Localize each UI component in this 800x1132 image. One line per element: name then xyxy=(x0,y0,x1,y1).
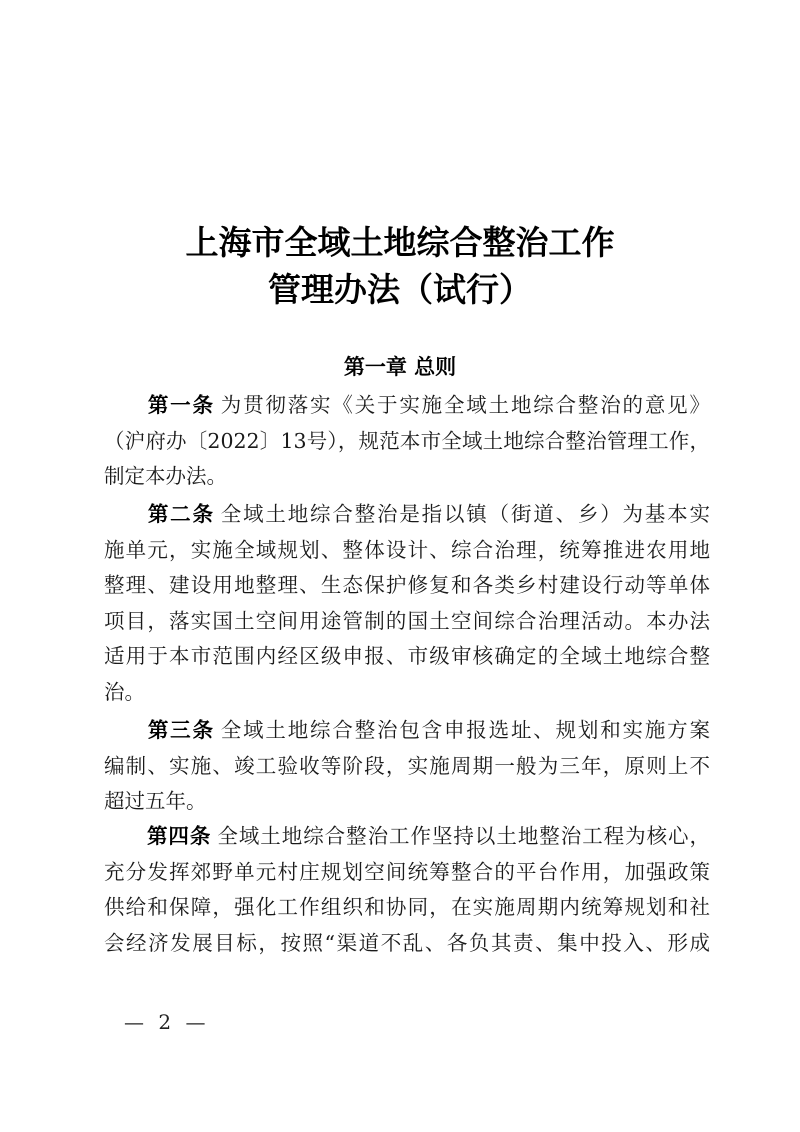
article-label: 第四条 xyxy=(146,824,212,848)
article-text: 全域土地综合整治工作坚持以土地整治工程为核心， xyxy=(217,824,711,848)
article-line: 供给和保障，强化工作组织和协同，在实施周期内统筹规划和社 xyxy=(104,895,710,919)
article-line xyxy=(104,497,710,533)
article-4 xyxy=(104,819,710,961)
article-1 xyxy=(104,388,710,495)
article-line xyxy=(104,713,710,749)
article-line: 超过五年。 xyxy=(104,789,207,813)
article-label: 第二条 xyxy=(146,502,215,526)
article-text: 为贯彻落实《关于实施全域土地综合整治的意见》 xyxy=(220,393,710,417)
article-line xyxy=(104,388,710,424)
article-line: 编制、实施、竣工验收等阶段，实施周期一般为三年，原则上不 xyxy=(104,753,710,778)
article-line: 项目，落实国土空间用途管制的国土空间综合治理活动。本办法 xyxy=(104,608,710,633)
article-label: 第三条 xyxy=(146,718,215,742)
article-3 xyxy=(104,713,710,820)
chapter-heading: 第一章 总则 xyxy=(343,355,457,379)
article-line: 施单元，实施全域规划、整体设计、综合治理，统筹推进农用地 xyxy=(104,537,710,562)
document-title-line-2: 管理办法（试行） xyxy=(268,270,532,309)
article-label: 第一条 xyxy=(146,393,215,417)
article-line: 整理、建设用地整理、生态保护修复和各类乡村建设行动等单体 xyxy=(104,573,710,597)
article-line xyxy=(104,819,710,855)
article-line: 制定本办法。 xyxy=(104,464,227,488)
article-line: 治。 xyxy=(104,679,145,704)
article-2 xyxy=(104,497,710,710)
article-line: 适用于本市范围内经区级申报、市级审核确定的全域土地综合整 xyxy=(104,644,710,668)
article-text: 全域土地综合整治是指以镇（街道、乡）为基本实 xyxy=(220,502,710,526)
document-title-line-1: 上海市全域土地综合整治工作 xyxy=(185,223,615,262)
page-number: — 2 — xyxy=(124,1010,210,1034)
article-line: （沪府办〔2022〕13号），规范本市全域土地综合整治管理工作， xyxy=(104,428,710,453)
article-text: 全域土地综合整治包含申报选址、规划和实施方案 xyxy=(220,718,710,742)
article-line: 会经济发展目标，按照“渠道不乱、各负其责、集中投入、形成 xyxy=(104,930,710,955)
article-line: 充分发挥郊野单元村庄规划空间统筹整合的平台作用，加强政策 xyxy=(104,859,710,884)
